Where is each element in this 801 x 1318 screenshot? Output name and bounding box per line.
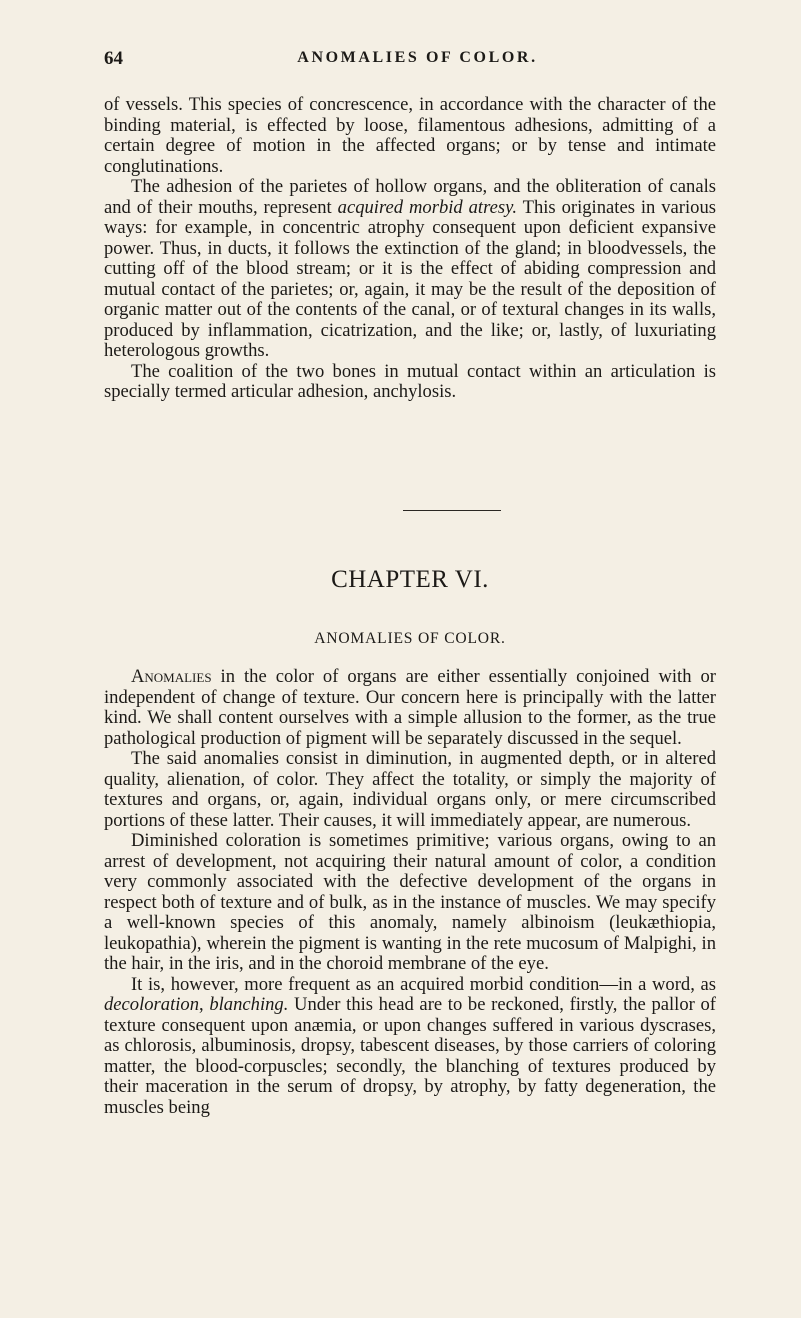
paragraph-text: This originates in various ways: for example, in concentric atrophy consequent upon deficient expansive power. Thus, in ducts, it follows the extinction of the gland; in bloodvessels, the cutting off of the blood stream; or it is the effect of abiding compression and mutual contact of the parietes; or, again, it may be the result of the deposition of organic matter out of the contents of the canal, or of textural changes in its walls, produced by inflammation, cicatrization, and the like; or, lastly, of luxuriating heterologous growths. [104, 196, 716, 361]
paragraph-text: It is, however, more frequent as an acquired morbid condition—in a word, as [130, 973, 716, 995]
paragraph [104, 975, 716, 1119]
paragraph-text: The coalition of the two bones in mutual contact within an articulation is specially termed articular adhesion, anchylosis. [104, 360, 716, 402]
running-title: ANOMALIES OF COLOR. [297, 49, 538, 66]
paragraph [104, 831, 716, 975]
section-divider [403, 510, 501, 511]
italic-term: decoloration [104, 994, 200, 1015]
chapter-title: CHAPTER VI. [331, 566, 489, 593]
running-head [104, 48, 731, 76]
paragraph-text: The adhesion of the parietes of hollow organs, and the obliteration of canals and of their mouths, represent [104, 176, 716, 218]
chapter-subtitle: ANOMALIES OF COLOR. [314, 630, 506, 647]
paragraph [104, 177, 716, 362]
page-number: 64 [104, 48, 123, 69]
paragraph-text: of vessels. This species of concrescence, in accordance with the character of the binding material, is effected by loose, filamentous adhesions, admitting of a certain degree of motion in the affected organs; or by tense and intimate conglutinations. [104, 94, 716, 177]
paragraph [104, 362, 716, 403]
paragraph [104, 95, 716, 177]
paragraph-text: in the color of organs are either essentially conjoined with or independent of change of texture. Our concern here is principally with the latter kind. We shall content ourselves with a simple allusion to the former, as the true pathological production of pigment will be separately discussed in the sequel. [104, 666, 716, 749]
chapter-body [104, 667, 716, 1118]
italic-term: acquired morbid atresy. [337, 196, 518, 218]
paragraph-text: The said anomalies consist in diminution, in augmented depth, or in altered quality, alienation, of color. They affect the totality, or simply the majority of textures and organs, or, again, individual organs only, or mere circumscribed portions of these latter. Their causes, it will immediately appear, are numerous. [104, 748, 716, 831]
paragraph-text: Under this head are to be reckoned, firstly, the pallor of texture consequent upon anæmia, or upon changes suffered in various dyscrases, as chlorosis, albuminosis, dropsy, tabescent diseases, by those carriers of coloring matter, the blood-corpuscles; secondly, the blanching of textures produced by their maceration in the serum of dropsy, by atrophy, by fatty degeneration, the muscles being [104, 994, 716, 1118]
paragraph-text: Diminished coloration is sometimes primitive; various organs, owing to an arrest of development, not acquiring their natural amount of color, a condition very commonly associated with the defective development of the organs in respect both of texture and of bulk, as in the instance of muscles. We may specify a well-known species of this anomaly, namely albinoism (leukæthiopia, leukopathia), wherein the pigment is wanting in the rete mucosum of Malpighi, in the hair, in the iris, and in the choroid membrane of the eye. [104, 830, 716, 974]
paragraph [104, 749, 716, 831]
paragraph [104, 667, 716, 749]
lead-word: Anomalies [130, 666, 212, 687]
italic-term: blanching. [209, 994, 289, 1015]
paragraph-text: , [199, 994, 210, 1015]
preceding-chapter-text [104, 95, 716, 403]
